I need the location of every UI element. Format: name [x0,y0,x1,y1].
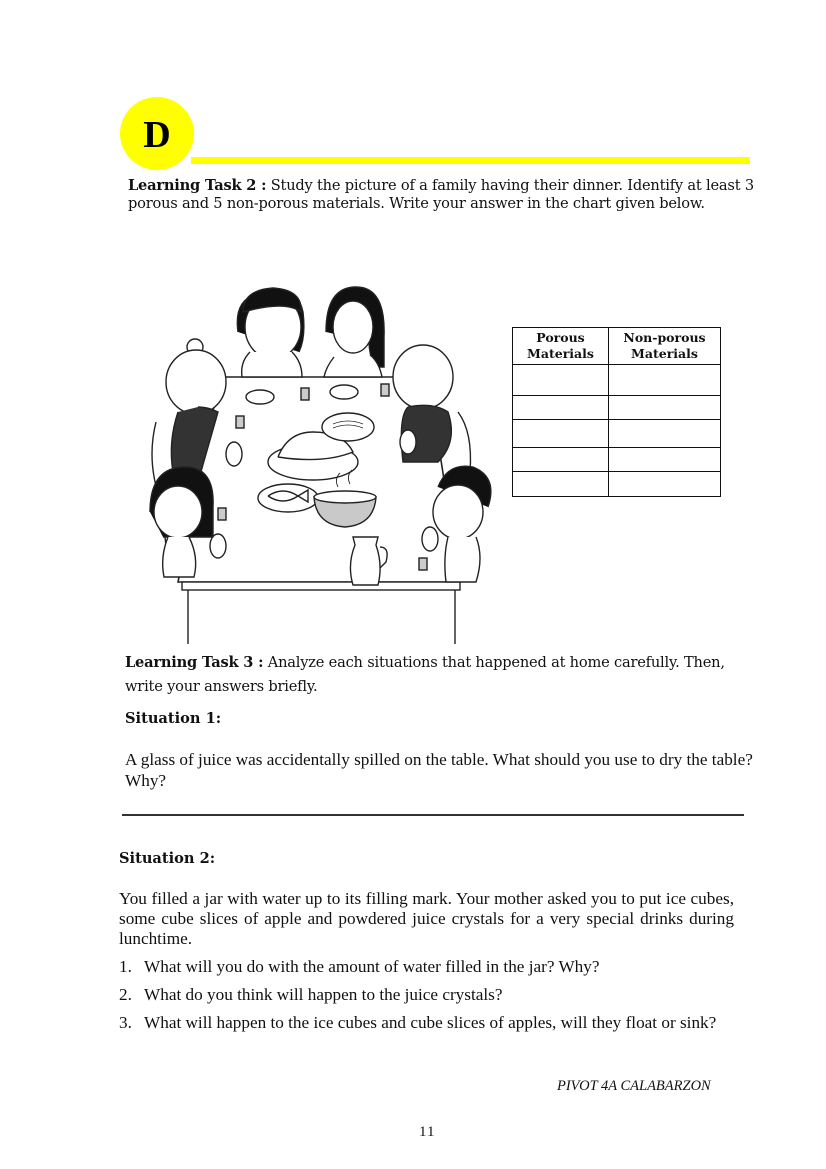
porous-materials-header: Porous Materials [513,328,609,365]
chart-row [513,448,721,472]
question-number: 1. [119,957,132,976]
porous-answer-cell[interactable] [513,420,609,448]
footer-brand: PIVOT 4A CALABARZON [557,1078,711,1094]
situation-2-questions [119,957,734,1041]
porous-answer-cell[interactable] [513,365,609,396]
learning-task-3-label: Learning Task 3 : [125,654,264,671]
non-porous-answer-cell[interactable] [609,448,721,472]
situation-2-title: Situation 2: [119,850,216,867]
porous-answer-cell[interactable] [513,396,609,420]
situation-1-title: Situation 1: [125,710,222,727]
porous-answer-cell[interactable] [513,448,609,472]
section-letter: D [143,113,171,156]
chart-header-row [513,328,721,365]
learning-task-2-instructions [128,177,768,213]
non-porous-answer-cell[interactable] [609,420,721,448]
question-item [119,985,734,1005]
situation-2-text: You filled a jar with water up to its filling mark. Your mother asked you to put ice cubes, some cube slices of apple and powdered juice crystals for a very special drinks during lunchtime. [119,889,734,948]
question-number: 2. [119,985,132,1004]
situation-1-answer-line[interactable] [122,814,744,816]
non-porous-answer-cell[interactable] [609,365,721,396]
learning-task-3-instructions [125,651,755,699]
question-text: What will you do with the amount of water filled in the jar? Why? [144,957,600,976]
page-number: 11 [419,1124,436,1140]
question-text: What do you think will happen to the juice crystals? [144,985,503,1004]
chart-row [513,420,721,448]
question-text: What will happen to the ice cubes and cube slices of apples, will they float or sink? [144,1013,717,1032]
section-letter-badge [120,97,194,170]
learning-task-3-text: Analyze each situations that happened at home carefully. Then, write your answers briefly. [125,654,725,695]
learning-task-2-label: Learning Task 2 : [128,177,267,194]
question-item [119,957,734,977]
chart-row [513,472,721,497]
porous-answer-cell[interactable] [513,472,609,497]
situation-1-text: A glass of juice was accidentally spilled on the table. What should you use to dry the table? Why? [125,750,753,790]
section-divider-line [191,157,750,164]
chart-row [513,365,721,396]
question-item [119,1013,734,1033]
chart-row [513,396,721,420]
non-porous-answer-cell[interactable] [609,472,721,497]
family-dinner-illustration [138,272,508,647]
non-porous-answer-cell[interactable] [609,396,721,420]
question-number: 3. [119,1013,132,1032]
materials-chart [512,327,721,497]
learning-task-2-text: Study the picture of a family having their dinner. Identify at least 3 porous and 5 non-porous materials. Write your answer in the chart given below. [128,177,754,212]
non-porous-materials-header: Non-porous Materials [609,328,721,365]
